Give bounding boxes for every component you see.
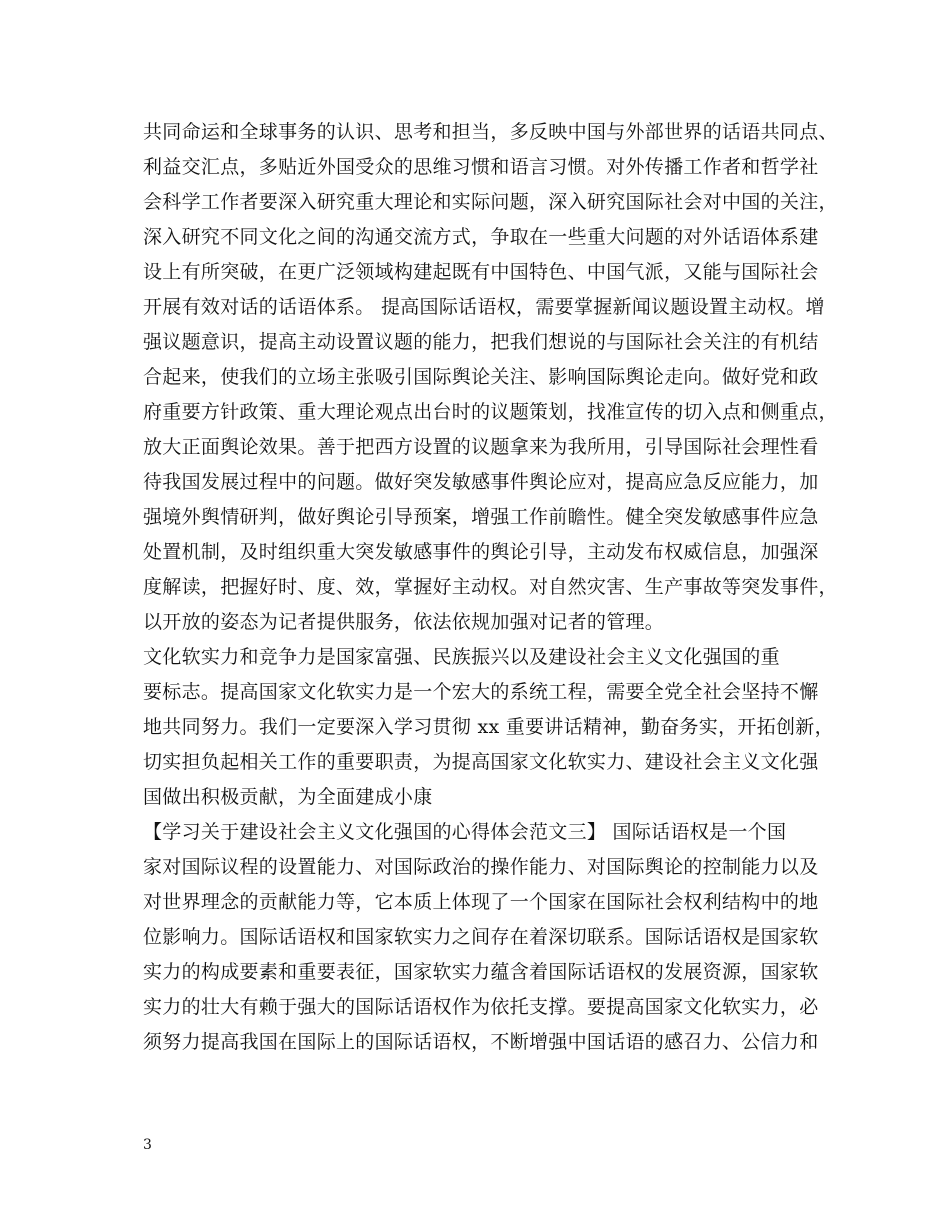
text-line: 地共同努力。我们一定要深入学习贯彻 xx 重要讲话精神，勤奋务实，开拓创新， (143, 716, 834, 738)
text-line: 强议题意识，提高主动设置议题的能力，把我们想说的与国际社会关注的有机结 (143, 331, 819, 353)
text-line: 家对国际议程的设置能力、对国际政治的操作能力、对国际舆论的控制能力以及 (143, 856, 819, 878)
text-line: 合起来，使我们的立场主张吸引国际舆论关注、影响国际舆论走向。做好党和政 (143, 366, 819, 388)
page-number: 3 (143, 1137, 152, 1153)
text-line: 会科学工作者要深入研究重大理论和实际问题，深入研究国际社会对中国的关注， (143, 191, 838, 213)
text-line: 要标志。提高国家文化软实力是一个宏大的系统工程，需要全党全社会坚持不懈 (143, 681, 819, 703)
text-line: 待我国发展过程中的问题。做好突发敏感事件舆论应对，提高应急反应能力，加 (143, 471, 819, 493)
text-line: 府重要方针政策、重大理论观点出台时的议题策划，找准宣传的切入点和侧重点， (143, 401, 838, 423)
section-heading-line: 【学习关于建设社会主义文化强国的心得体会范文三】 国际话语权是一个国 (143, 821, 787, 843)
text-line: 位影响力。国际话语权和国家软实力之间存在着深切联系。国际话语权是国家软 (143, 926, 819, 948)
text-line: 实力的构成要素和重要表征，国家软实力蕴含着国际话语权的发展资源，国家软 (143, 961, 819, 983)
text-line: 度解读，把握好时、度、效，掌握好主动权。对自然灾害、生产事故等突发事件， (143, 576, 838, 598)
text-line: 须努力提高我国在国际上的国际话语权，不断增强中国话语的感召力、公信力和 (143, 1031, 819, 1053)
text-line: 文化软实力和竞争力是国家富强、民族振兴以及建设社会主义文化强国的重 (143, 646, 780, 668)
text-line: 国做出积极贡献，为全面建成小康 (143, 786, 433, 808)
text-line: 实力的壮大有赖于强大的国际话语权作为依托支撑。要提高国家文化软实力，必 (143, 996, 819, 1018)
text-line: 设上有所突破，在更广泛领域构建起既有中国特色、中国气派，又能与国际社会 (143, 261, 819, 283)
text-line: 利益交汇点，多贴近外国受众的思维习惯和语言习惯。对外传播工作者和哲学社 (143, 156, 819, 178)
text-line: 对世界理念的贡献能力等，它本质上体现了一个国家在国际社会权利结构中的地 (143, 891, 819, 913)
text-line: 强境外舆情研判，做好舆论引导预案，增强工作前瞻性。健全突发敏感事件应急 (143, 506, 819, 528)
text-line: 处置机制，及时组织重大突发敏感事件的舆论引导，主动发布权威信息，加强深 (143, 541, 819, 563)
text-line: 放大正面舆论效果。善于把西方设置的议题拿来为我所用，引导国际社会理性看 (143, 436, 819, 458)
text-line: 共同命运和全球事务的认识、思考和担当，多反映中国与外部世界的话语共同点、 (143, 121, 838, 143)
text-line: 切实担负起相关工作的重要职责，为提高国家文化软实力、建设社会主义文化强 (143, 751, 819, 773)
text-line: 以开放的姿态为记者提供服务，依法依规加强对记者的管理。 (143, 611, 665, 633)
text-line: 深入研究不同文化之间的沟通交流方式，争取在一些重大问题的对外话语体系建 (143, 226, 819, 248)
text-line: 开展有效对话的话语体系。 提高国际话语权，需要掌握新闻议题设置主动权。增 (143, 296, 825, 318)
